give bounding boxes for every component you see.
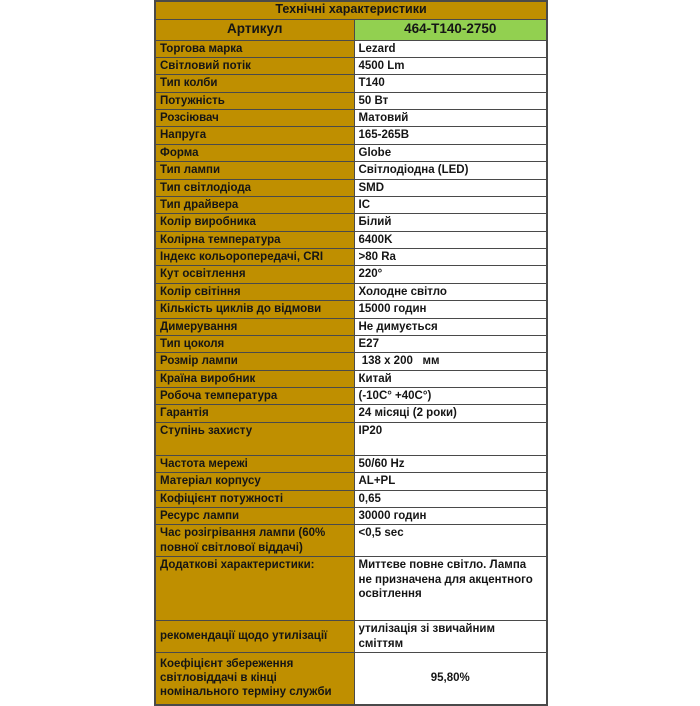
row-value: T140 [354, 75, 547, 92]
row-value: 95,80% [354, 653, 547, 705]
row-label: рекомендації щодо утилізації [155, 621, 354, 653]
artikul-row [155, 19, 547, 40]
row-value: 50/60 Hz [354, 455, 547, 472]
row-label: Розсіювач [155, 110, 354, 127]
row-label: Індекс кольоропередачі, CRI [155, 249, 354, 266]
artikul-label: Артикул [155, 19, 354, 40]
table-row [155, 490, 547, 507]
row-label: Кофіцієнт потужності [155, 490, 354, 507]
table-row [155, 92, 547, 109]
table-row [155, 557, 547, 621]
spec-table [154, 0, 548, 706]
table-row [155, 144, 547, 161]
table-row [155, 388, 547, 405]
table-row [155, 301, 547, 318]
table-row [155, 318, 547, 335]
row-value: (-10C° +40C°) [354, 388, 547, 405]
row-label: Колір виробника [155, 214, 354, 231]
row-value: Globe [354, 144, 547, 161]
row-label: Робоча температура [155, 388, 354, 405]
row-label: Гарантія [155, 405, 354, 422]
row-label: Колір світіння [155, 283, 354, 300]
row-value: 50 Вт [354, 92, 547, 109]
row-value: Lezard [354, 40, 547, 57]
table-row [155, 162, 547, 179]
table-row [155, 525, 547, 557]
row-label: Кількість циклів до відмови [155, 301, 354, 318]
table-row [155, 507, 547, 524]
row-label: Колірна температура [155, 231, 354, 248]
table-row [155, 40, 547, 57]
row-label: Димерування [155, 318, 354, 335]
row-label: Країна виробник [155, 370, 354, 387]
row-value: IC [354, 196, 547, 213]
row-label: Тип колби [155, 75, 354, 92]
table-row [155, 75, 547, 92]
row-value: Китай [354, 370, 547, 387]
row-value: 15000 годин [354, 301, 547, 318]
row-value: 4500 Lm [354, 57, 547, 74]
table-row [155, 249, 547, 266]
table-row [155, 214, 547, 231]
table-row [155, 57, 547, 74]
row-value: Не димується [354, 318, 547, 335]
row-value: 220° [354, 266, 547, 283]
row-label: Тип світлодіода [155, 179, 354, 196]
table-row [155, 653, 547, 705]
row-value: 165-265В [354, 127, 547, 144]
row-value: 138 x 200 мм [354, 353, 547, 370]
table-title: Технічні характеристики [155, 1, 547, 19]
table-row [155, 196, 547, 213]
row-value: SMD [354, 179, 547, 196]
table-row [155, 283, 547, 300]
spec-rows [155, 40, 547, 705]
row-label: Світловий потік [155, 57, 354, 74]
row-value: <0,5 sec [354, 525, 547, 557]
row-value: 24 місяці (2 роки) [354, 405, 547, 422]
row-label: Напруга [155, 127, 354, 144]
row-label: Ступінь захисту [155, 422, 354, 455]
row-label: Коефіцієнт збереження світловіддачі в кінці номінального терміну служби [155, 653, 354, 705]
row-value: 30000 годин [354, 507, 547, 524]
row-label: Розмір лампи [155, 353, 354, 370]
row-value: AL+PL [354, 473, 547, 490]
row-value: >80 Ra [354, 249, 547, 266]
table-row [155, 621, 547, 653]
artikul-value: 464-T140-2750 [354, 19, 547, 40]
table-row [155, 127, 547, 144]
row-label: Тип цоколя [155, 335, 354, 352]
table-row [155, 266, 547, 283]
row-label: Тип драйвера [155, 196, 354, 213]
table-row [155, 455, 547, 472]
row-value: 0,65 [354, 490, 547, 507]
table-row [155, 422, 547, 455]
row-value: Білий [354, 214, 547, 231]
table-row [155, 110, 547, 127]
row-value: Холодне світло [354, 283, 547, 300]
table-row [155, 335, 547, 352]
row-value: утилізація зі звичайним сміттям [354, 621, 547, 653]
table-row [155, 179, 547, 196]
row-label: Час розігрівання лампи (60% повної світлової віддачі) [155, 525, 354, 557]
row-label: Форма [155, 144, 354, 161]
row-label: Ресурс лампи [155, 507, 354, 524]
table-row [155, 473, 547, 490]
row-value: Світлодіодна (LED) [354, 162, 547, 179]
row-label: Торгова марка [155, 40, 354, 57]
row-value: Миттєве повне світло. Лампа не призначена для акцентного освітлення [354, 557, 547, 621]
row-label: Кут освітлення [155, 266, 354, 283]
table-row [155, 231, 547, 248]
table-row [155, 370, 547, 387]
row-label: Частота мережі [155, 455, 354, 472]
row-value: E27 [354, 335, 547, 352]
table-header-row [155, 1, 547, 19]
row-value: IP20 [354, 422, 547, 455]
row-label: Потужність [155, 92, 354, 109]
row-value: 6400K [354, 231, 547, 248]
row-value: Матовий [354, 110, 547, 127]
row-label: Додаткові характеристики: [155, 557, 354, 621]
row-label: Матеріал корпусу [155, 473, 354, 490]
row-label: Тип лампи [155, 162, 354, 179]
table-row [155, 405, 547, 422]
table-row [155, 353, 547, 370]
